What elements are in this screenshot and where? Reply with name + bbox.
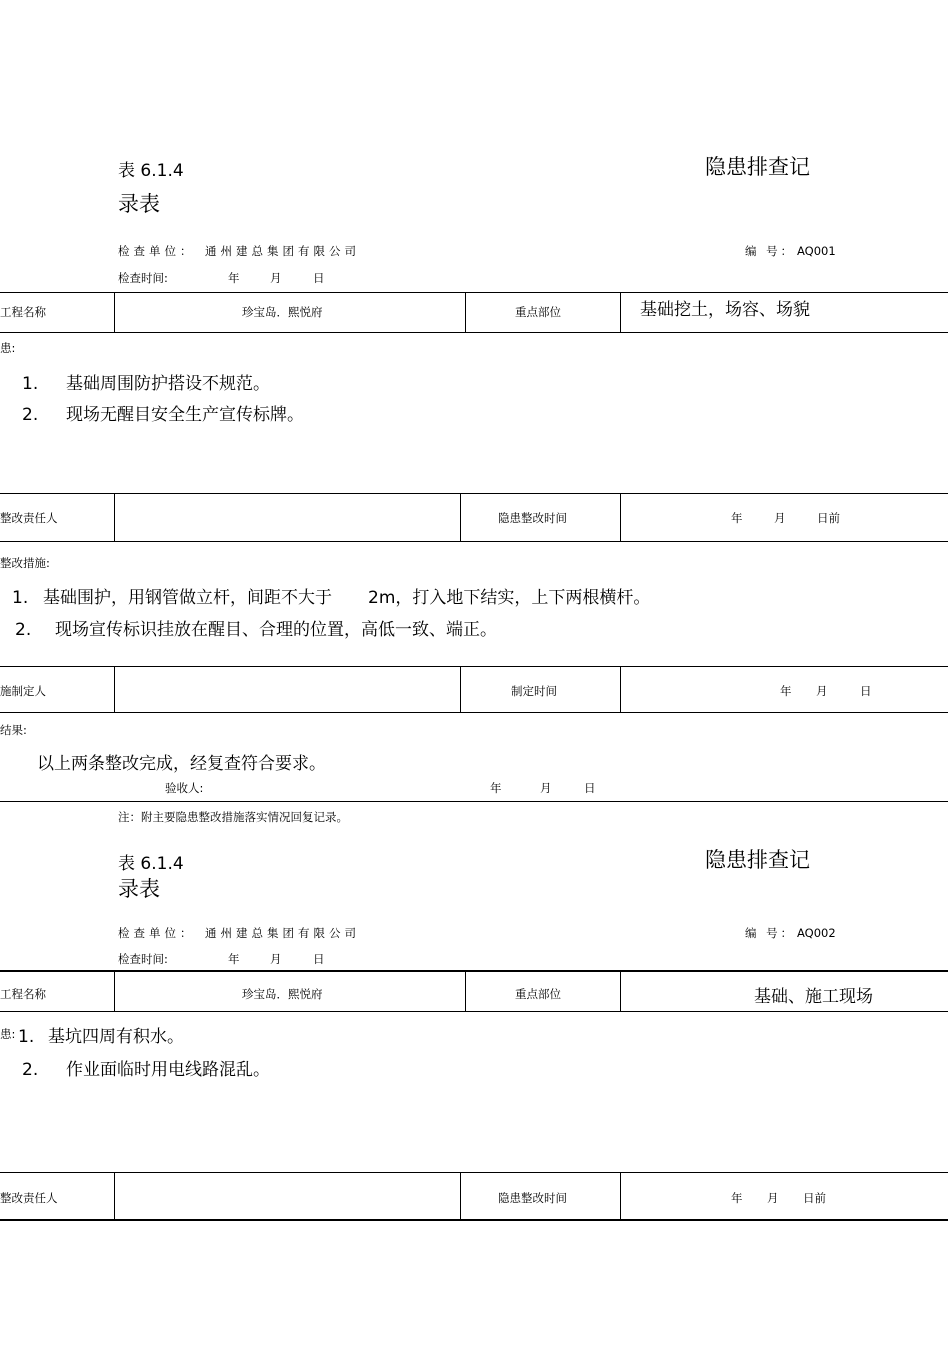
project-name-label: 工程名称 xyxy=(0,987,46,1001)
form-title-prefix: 表 6.1.4 xyxy=(118,854,184,874)
measure-text: 现场宣传标识挂放在醒目、合理的位置，高低一致、端正。 xyxy=(55,620,497,640)
table-divider xyxy=(460,666,461,712)
table-divider xyxy=(114,666,115,712)
plan-maker-label: 施制定人 xyxy=(0,684,46,698)
rectify-month: 月 xyxy=(774,511,786,525)
hazard-item xyxy=(18,1022,184,1047)
hazard-text: 基坑四周有积水。 xyxy=(48,1027,184,1047)
hazard-number: 2. xyxy=(22,405,39,425)
project-name-value: 珍宝岛．熙悦府 xyxy=(242,987,323,1001)
rectify-day-before: 日前 xyxy=(817,511,840,525)
table-rule xyxy=(0,541,948,542)
table-rule xyxy=(0,970,948,972)
rectify-day-before: 日前 xyxy=(803,1191,826,1205)
hazard-item xyxy=(22,1055,270,1080)
inspect-unit-label: 检查单位： xyxy=(118,244,196,258)
measure-number: 2. xyxy=(15,620,32,640)
rectify-time-label: 隐患整改时间 xyxy=(498,511,567,525)
measure-text-cont: ，打入地下结实，上下两根横杆。 xyxy=(395,588,651,608)
table-divider xyxy=(620,292,621,332)
form-title-prefix: 表 6.1.4 xyxy=(118,161,184,181)
hazard-item xyxy=(22,400,304,425)
responsible-person-label: 整改责任人 xyxy=(0,1191,58,1205)
inspect-time-label: 检查时间: xyxy=(118,952,168,966)
key-area-label: 重点部位 xyxy=(515,987,561,1001)
inspect-time-year: 年 xyxy=(228,271,240,285)
hazard-text: 作业面临时用电线路混乱。 xyxy=(66,1060,270,1080)
accept-year: 年 xyxy=(490,781,502,795)
plan-day: 日 xyxy=(860,684,872,698)
table-divider xyxy=(620,666,621,712)
measures-label: 整改措施: xyxy=(0,556,50,570)
rectify-year: 年 xyxy=(731,1191,743,1205)
table-divider xyxy=(114,493,115,541)
result-label: 结果: xyxy=(0,723,27,737)
accept-day: 日 xyxy=(584,781,596,795)
table-divider xyxy=(114,292,115,332)
inspect-time-label: 检查时间: xyxy=(118,271,168,285)
measure-text: 基础围护，用钢管做立杆，间距不大于 xyxy=(43,588,332,608)
inspect-time-day: 日 xyxy=(313,271,325,285)
measure-item xyxy=(12,583,650,608)
serial-value: AQ002 xyxy=(797,926,836,940)
table-divider xyxy=(620,493,621,541)
project-name-value: 珍宝岛．熙悦府 xyxy=(242,305,323,319)
table-rule xyxy=(0,292,948,293)
plan-month: 月 xyxy=(816,684,828,698)
table-rule xyxy=(0,801,948,802)
table-divider xyxy=(460,493,461,541)
hazards-label: 患: xyxy=(0,1027,16,1041)
table-divider xyxy=(460,1172,461,1220)
form-title-main: 隐患排查记 xyxy=(705,848,810,872)
table-rule xyxy=(0,493,948,494)
table-divider xyxy=(114,970,115,1011)
table-divider xyxy=(114,1172,115,1220)
hazard-number: 1. xyxy=(22,374,39,394)
form-title-continued: 录表 xyxy=(118,877,160,901)
rectify-year: 年 xyxy=(731,511,743,525)
hazard-number: 2. xyxy=(22,1060,39,1080)
result-text: 以上两条整改完成，经复查符合要求。 xyxy=(37,754,326,774)
measure-item xyxy=(15,615,497,640)
table-rule xyxy=(0,1011,948,1012)
hazard-text: 现场无醒目安全生产宣传标牌。 xyxy=(66,405,304,425)
measure-number: 1. xyxy=(12,588,29,608)
table-divider xyxy=(620,1172,621,1220)
measure-value: 2m xyxy=(368,588,396,608)
inspect-unit-label: 检查单位： xyxy=(118,926,196,940)
rectify-time-label: 隐患整改时间 xyxy=(498,1191,567,1205)
hazard-item xyxy=(22,369,270,394)
inspect-unit-value: 通州建总集团有限公司 xyxy=(205,244,360,258)
hazard-number: 1. xyxy=(18,1027,35,1047)
serial-value: AQ001 xyxy=(797,244,836,258)
accept-month: 月 xyxy=(540,781,552,795)
inspect-time-month: 月 xyxy=(270,952,282,966)
hazard-text: 基础周围防护搭设不规范。 xyxy=(66,374,270,394)
key-area-value: 基础挖土，场容、场貌 xyxy=(640,300,810,320)
table-divider xyxy=(620,970,621,1011)
footnote: 注：附主要隐患整改措施落实情况回复记录。 xyxy=(118,810,348,824)
hazards-label: 患: xyxy=(0,341,16,355)
plan-year: 年 xyxy=(780,684,792,698)
table-rule xyxy=(0,666,948,667)
inspect-time-day: 日 xyxy=(313,952,325,966)
table-rule xyxy=(0,1219,948,1221)
key-area-label: 重点部位 xyxy=(515,305,561,319)
responsible-person-label: 整改责任人 xyxy=(0,511,58,525)
form-title-continued: 录表 xyxy=(118,192,160,216)
key-area-value: 基础、施工现场 xyxy=(754,987,873,1007)
plan-time-label: 制定时间 xyxy=(511,684,557,698)
table-divider xyxy=(465,292,466,332)
serial-label: 编 号： xyxy=(745,926,796,940)
table-rule xyxy=(0,712,948,713)
inspect-time-year: 年 xyxy=(228,952,240,966)
form-title-main: 隐患排查记 xyxy=(705,155,810,179)
inspect-unit-value: 通州建总集团有限公司 xyxy=(205,926,360,940)
serial-label: 编 号： xyxy=(745,244,796,258)
table-divider xyxy=(465,970,466,1011)
acceptor-label: 验收人: xyxy=(165,781,204,795)
rectify-month: 月 xyxy=(767,1191,779,1205)
table-rule xyxy=(0,332,948,333)
inspect-time-month: 月 xyxy=(270,271,282,285)
project-name-label: 工程名称 xyxy=(0,305,46,319)
table-rule xyxy=(0,1172,948,1173)
